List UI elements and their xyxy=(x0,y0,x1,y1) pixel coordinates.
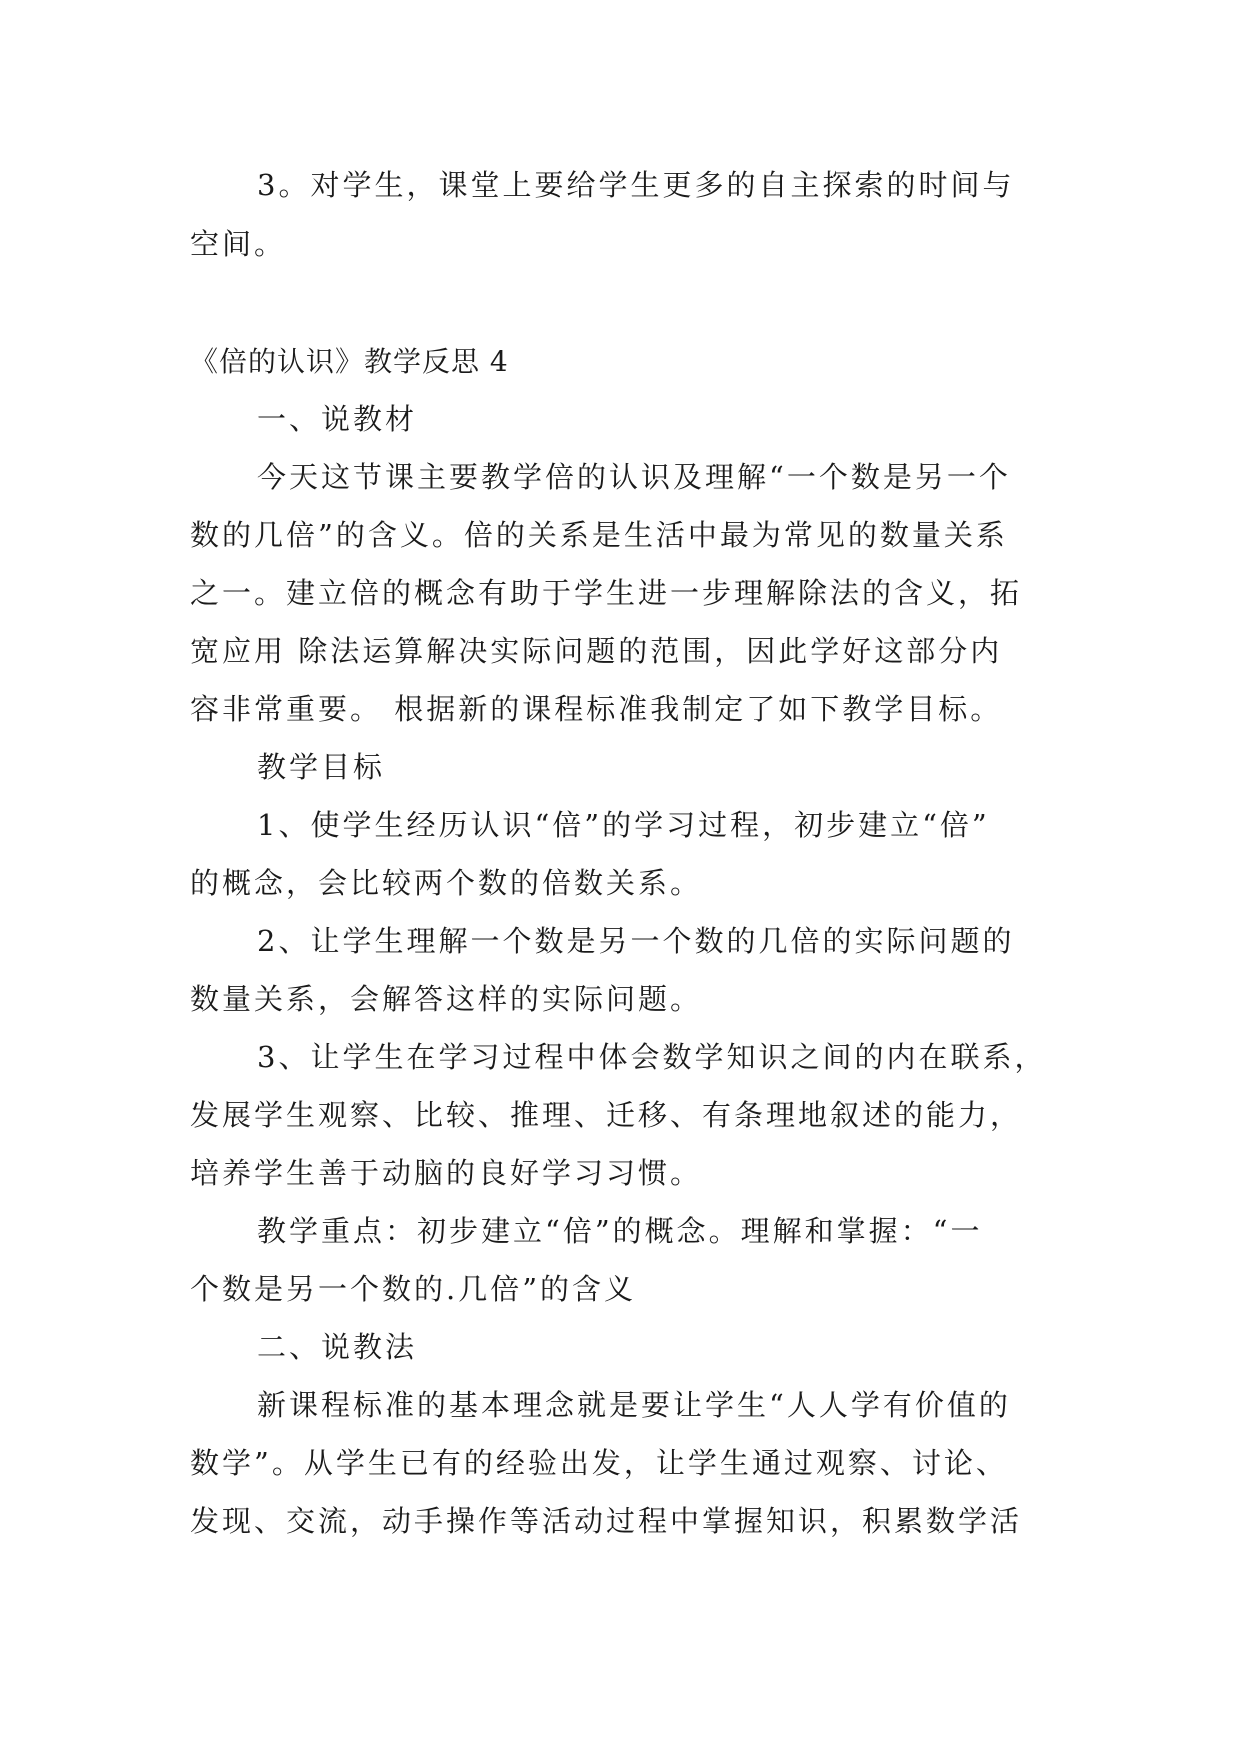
section-heading: 二、说教法 xyxy=(257,1330,418,1364)
list-item-line: 发展学生观察、比较、推理、迁移、有条理地叙述的能力， xyxy=(190,1098,1023,1132)
paragraph-line: 容非常重要。 根据新的课程标准我制定了如下教学目标。 xyxy=(190,692,1003,726)
list-item-line: 2、让学生理解一个数是另一个数的几倍的实际问题的 xyxy=(257,924,1015,958)
list-item-line: 数量关系，会解答这样的实际问题。 xyxy=(190,982,703,1016)
list-item-line: 1、使学生经历认识“倍”的学习过程，初步建立“倍” xyxy=(257,808,990,842)
paragraph-line: 数学”。从学生已有的经验出发，让学生通过观察、讨论、 xyxy=(190,1446,1008,1480)
section-title: 《倍的认识》教学反思 4 xyxy=(190,345,509,378)
paragraph-line: 新课程标准的基本理念就是要让学生“人人学有价值的 xyxy=(257,1388,1011,1422)
paragraph-line: 空间。 xyxy=(190,227,287,261)
paragraph-line: 数的几倍”的含义。倍的关系是生活中最为常见的数量关系 xyxy=(190,518,1008,552)
paragraph-line: 个数是另一个数的.几倍”的含义 xyxy=(190,1272,637,1306)
paragraph-line: 发现、交流，动手操作等活动过程中掌握知识，积累数学活 xyxy=(190,1504,1023,1538)
section-heading: 一、说教材 xyxy=(257,402,418,436)
list-item-line: 3、让学生在学习过程中体会数学知识之间的内在联系， xyxy=(257,1040,1047,1074)
list-item-line: 的概念，会比较两个数的倍数关系。 xyxy=(190,866,703,900)
list-item-line: 培养学生善于动脑的良好学习习惯。 xyxy=(190,1156,703,1190)
paragraph-line: 之一。建立倍的概念有助于学生进一步理解除法的含义，拓 xyxy=(190,576,1023,610)
paragraph-line: 宽应用 除法运算解决实际问题的范围，因此学好这部分内 xyxy=(190,634,1003,668)
paragraph-line: 今天这节课主要教学倍的认识及理解“一个数是另一个 xyxy=(257,460,1011,494)
paragraph-line: 教学重点：初步建立“倍”的概念。理解和掌握：“一 xyxy=(257,1214,983,1248)
paragraph-line: 3。对学生，课堂上要给学生更多的自主探索的时间与 xyxy=(257,168,1015,202)
subheading: 教学目标 xyxy=(257,750,386,784)
